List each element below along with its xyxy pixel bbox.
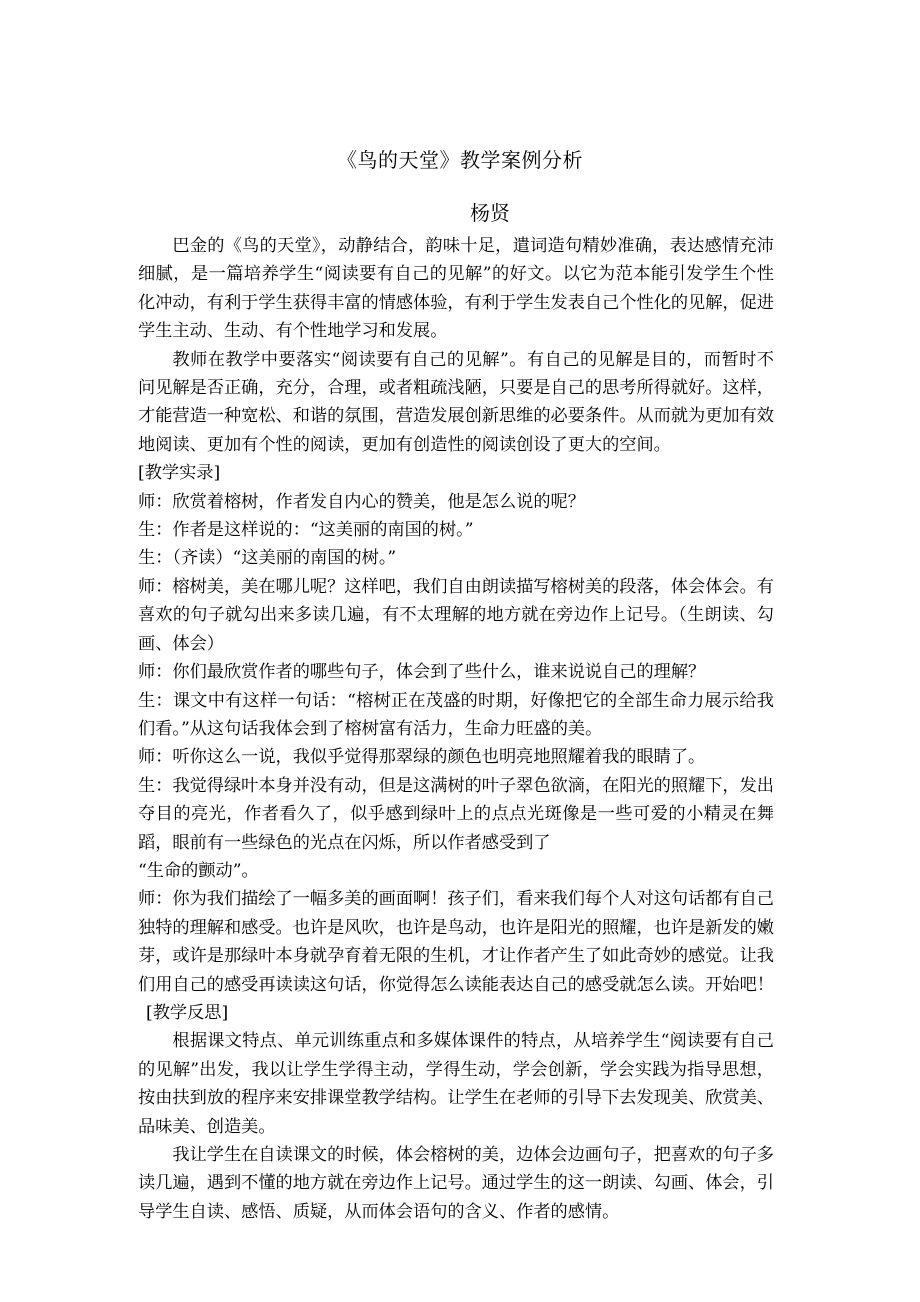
paragraph: 师：你们最欣赏作者的哪些句子，体会到了些什么，谁来说说自己的理解？ (138, 662, 706, 683)
paragraph: 教师在教学中要落实“阅读要有自己的见解”。有自己的见解是目的，而暂时不问见解是否正确，充分，合理，或者粗疏浅陋，只要是自己的思考所得就好。这样，才能营造一种宽松、和谐的氛围，营造发展创新思维的必要条件。从而就为更加有效地阅读、更加有个性的阅读，更加有创造性的阅读创设了更大的空间。 (138, 349, 774, 455)
paragraph: 师：榕树美，美在哪儿呢？这样吧，我们自由朗读描写榕树美的段落，体会体会。有喜欢的句子就勾出来多读几遍，有不太理解的地方就在旁边作上记号。（生朗读、勾画、体会） (138, 576, 774, 654)
paragraph: 生：（齐读）“这美丽的南国的树。” (138, 548, 397, 569)
document-author: 杨贤 (470, 201, 510, 225)
paragraph: 生：课文中有这样一句话：“榕树正在茂盛的时期，好像把它的全部生命力展示给我们看。”从这句话我体会到了榕树富有活力，生命力旺盛的美。 (138, 690, 774, 739)
paragraph: “生命的颤动”。 (138, 860, 259, 881)
paragraph: 生：我觉得绿叶本身并没有动，但是这满树的叶子翠色欲滴，在阳光的照耀下，发出夺目的亮光，作者看久了，似乎感到绿叶上的点点光斑像是一些可爱的小精灵在舞蹈，眼前有一些绿色的光点在闪烁，所以作者感受到了 (138, 775, 774, 853)
paragraph: 师：欣赏着榕树，作者发自内心的赞美，他是怎么说的呢？ (138, 491, 585, 512)
paragraph: [教学反思] (146, 1002, 229, 1023)
paragraph: [教学实录] (138, 463, 221, 484)
paragraph: 师：听你这么一说，我似乎觉得那翠绿的颜色也明亮地照耀着我的眼睛了。 (138, 747, 706, 768)
paragraph: 我让学生在自读课文的时候，体会榕树的美，边体会边画句子，把喜欢的句子多读几遍，遇到不懂的地方就在旁边作上记号。通过学生的这一朗读、勾画、体会，引导学生自读、感悟、质疑，从而体会语句的含义、作者的感情。 (138, 1145, 774, 1222)
paragraph: 生：作者是这样说的：“这美丽的南国的树。” (138, 520, 474, 541)
document-body (138, 232, 774, 1226)
document-title: 《鸟的天堂》教学案例分析 (337, 148, 583, 172)
paragraph: 师：你为我们描绘了一幅多美的画面啊！孩子们，看来我们每个人对这句话都有自己独特的理解和感受。也许是风吹，也许是鸟动，也许是阳光的照耀，也许是新发的嫩芽，或许是那绿叶本身就孕育着无限的生机，才让作者产生了如此奇妙的感觉。让我们用自己的感受再读读这句话，你觉得怎么读能表达自己的感受就怎么读。开始吧！ (138, 889, 774, 995)
paragraph: 巴金的《鸟的天堂》，动静结合，韵味十足，遣词造句精妙准确，表达感情充沛细腻，是一篇培养学生“阅读要有自己的见解”的好文。以它为范本能引发学生个性化冲动，有利于学生获得丰富的情感体验，有利于学生发表自己个性化的见解，促进学生主动、生动、有个性地学习和发展。 (138, 236, 774, 342)
paragraph: 根据课文特点、单元训练重点和多媒体课件的特点，从培养学生“阅读要有自己的见解”出发，我以让学生学得主动，学得生动，学会创新，学会实践为指导思想，按由扶到放的程序来安排课堂教学结构。让学生在老师的引导下去发现美、欣赏美、品味美、创造美。 (138, 1031, 774, 1137)
